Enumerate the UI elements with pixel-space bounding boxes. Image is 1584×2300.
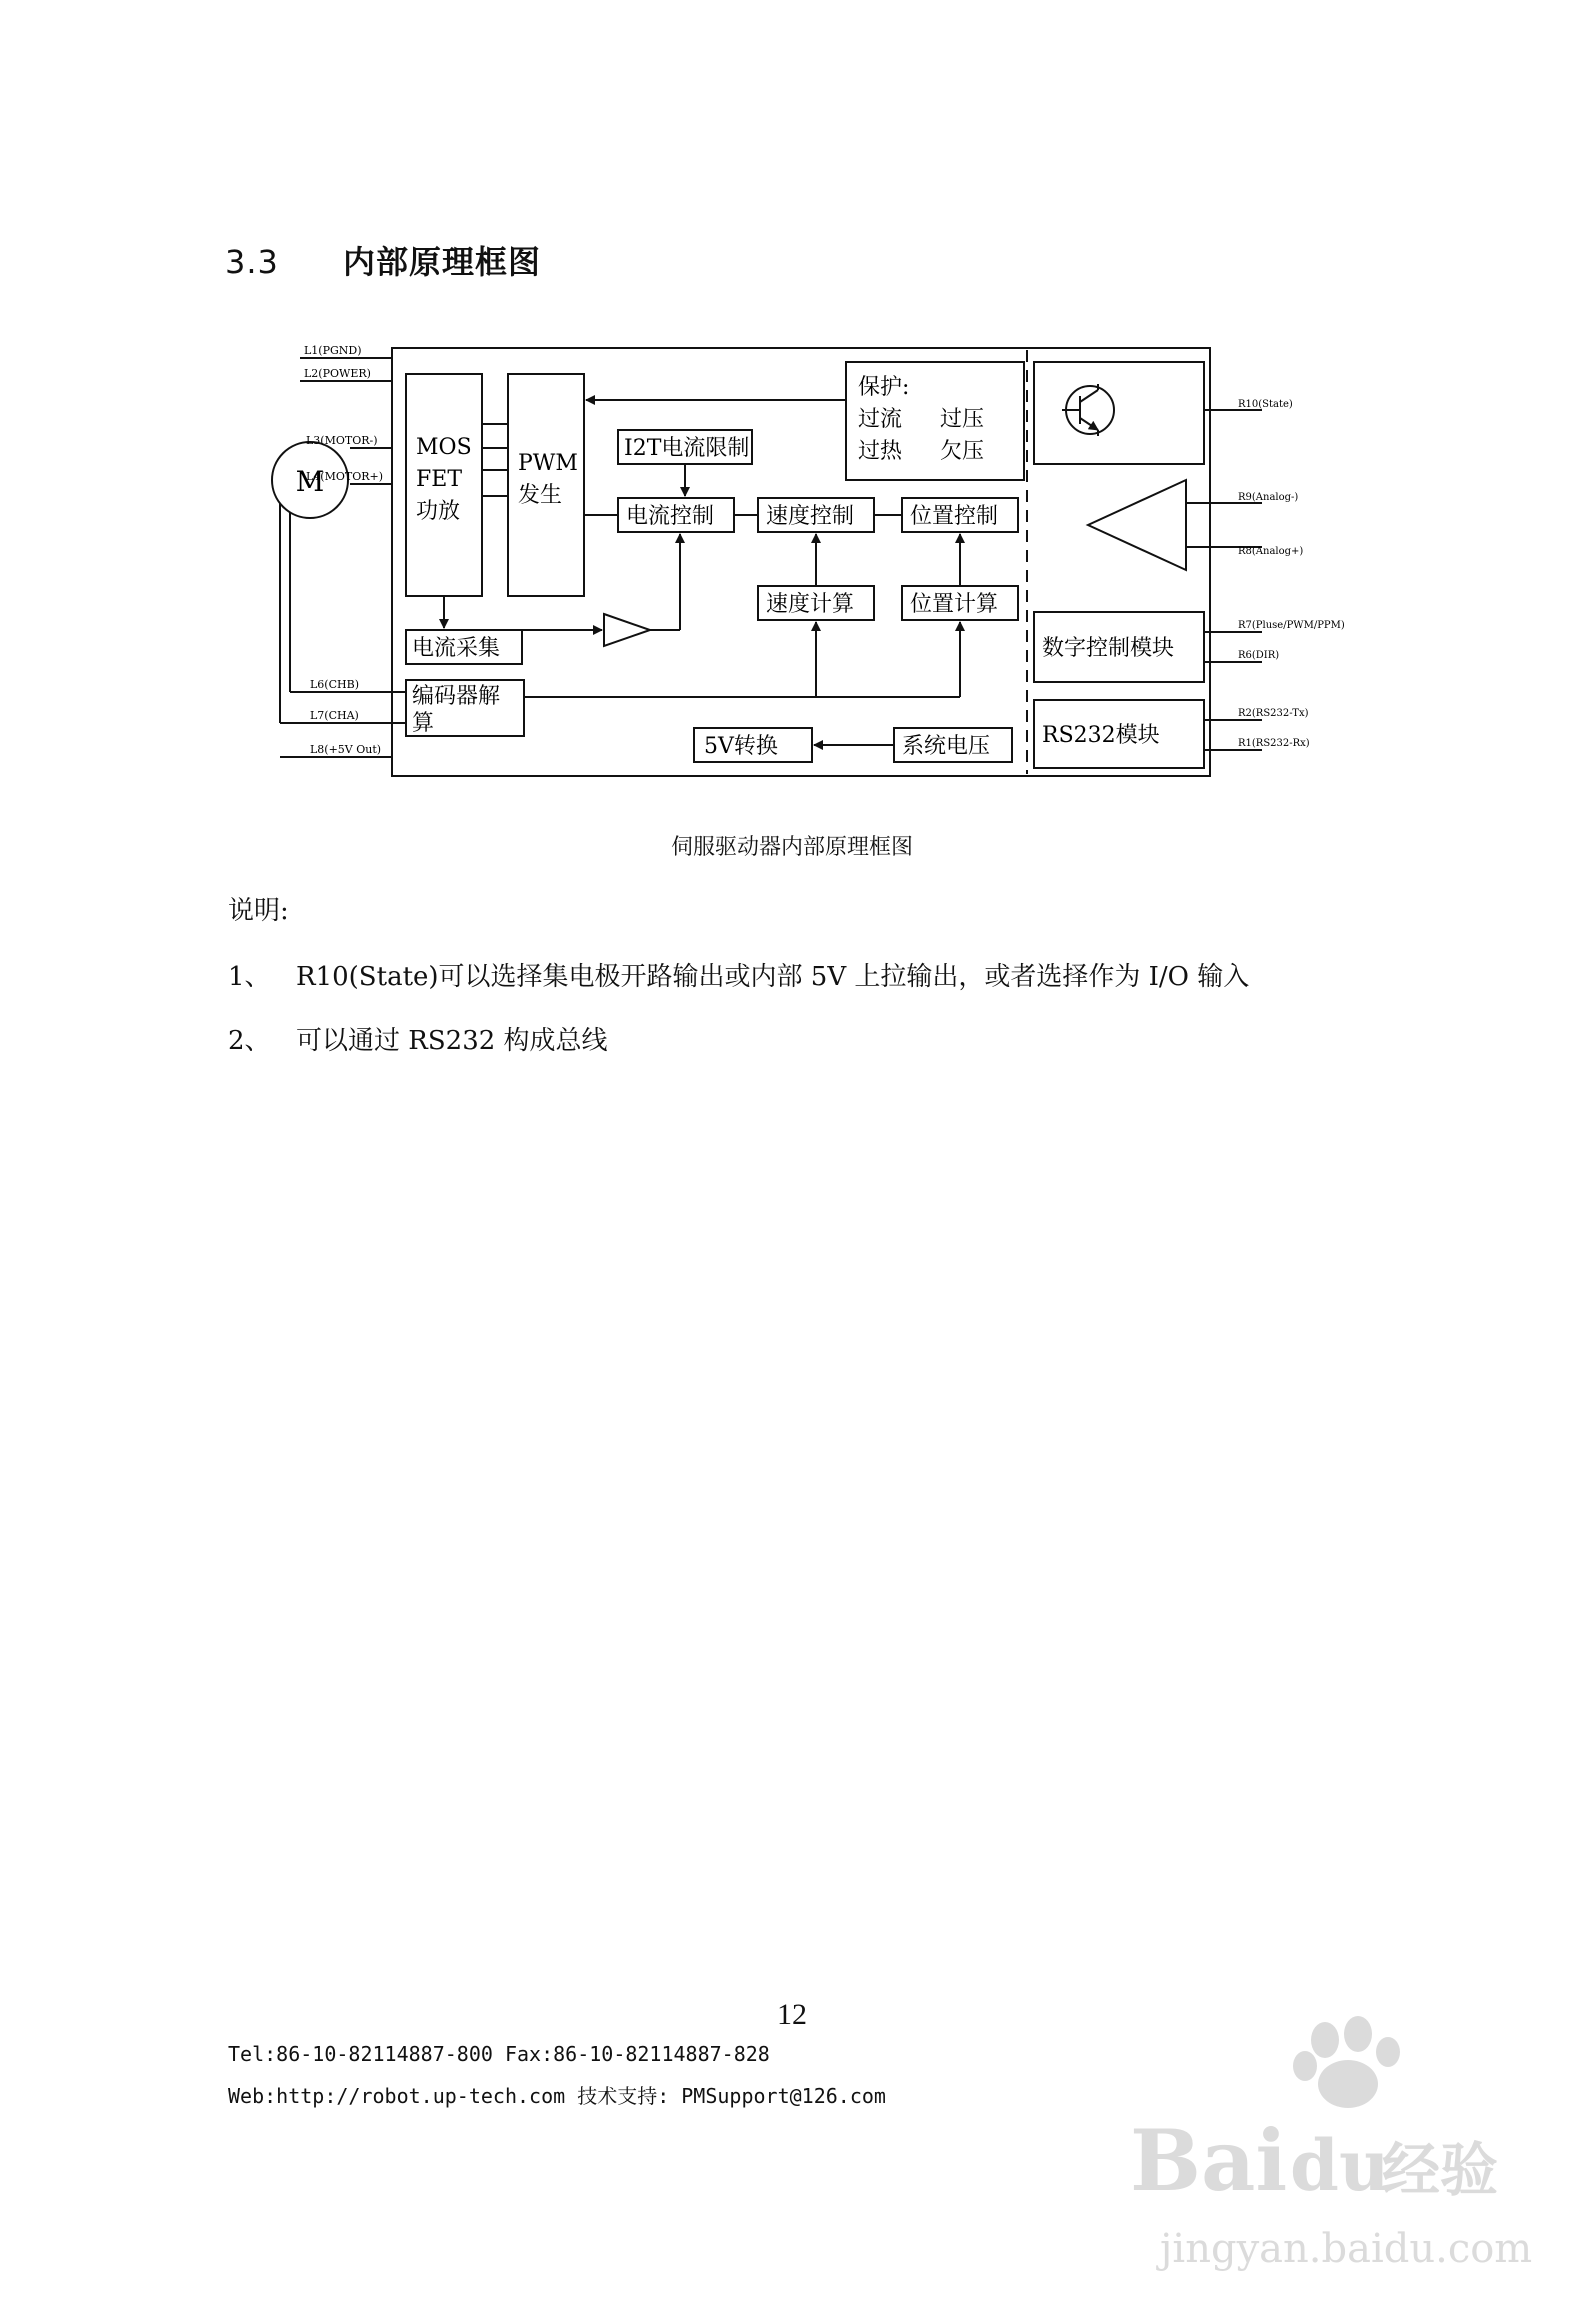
mosfet-label-2: FET bbox=[416, 467, 462, 492]
v5-convert-label: 5V转换 bbox=[704, 734, 778, 759]
pin-l2: L2(POWER) bbox=[304, 367, 371, 380]
system-voltage-label: 系统电压 bbox=[902, 734, 991, 759]
note-1 bbox=[228, 956, 1249, 993]
encoder-label-1: 编码器解 bbox=[412, 684, 501, 709]
rs232-module-label: RS232模块 bbox=[1042, 723, 1160, 748]
i2t-label: I2T电流限制 bbox=[624, 436, 750, 461]
position-calc-label: 位置计算 bbox=[910, 592, 999, 617]
pwm-label-2: 发生 bbox=[518, 483, 563, 508]
pin-r7: R7(Pluse/PWM/PPM) bbox=[1238, 620, 1345, 631]
baidu-watermark bbox=[1120, 2000, 1533, 2290]
speed-control-label: 速度控制 bbox=[766, 504, 855, 529]
protect-undervoltage: 欠压 bbox=[940, 439, 985, 464]
footer-contact: Tel:86-10-82114887-800 Fax:86-10-82114887-828 bbox=[228, 2042, 770, 2066]
protect-overheat: 过热 bbox=[858, 439, 903, 464]
watermark-brand: Bai bbox=[1130, 2111, 1288, 2210]
watermark-suffix: du bbox=[1290, 2124, 1390, 2207]
watermark-cn: 经验 bbox=[1382, 2136, 1499, 2204]
page-number: 12 bbox=[777, 1998, 807, 2031]
section-heading bbox=[225, 237, 541, 283]
pin-l7: L7(CHA) bbox=[310, 709, 359, 722]
current-sample-label: 电流采集 bbox=[412, 636, 501, 661]
note-2-text: 可以通过 RS232 构成总线 bbox=[296, 1026, 608, 1056]
section-number: 3.3 bbox=[225, 243, 279, 281]
mosfet-label-1: MOS bbox=[416, 435, 472, 460]
section-title: 内部原理框图 bbox=[343, 243, 542, 281]
pin-l3: L3(MOTOR-) bbox=[306, 434, 378, 447]
pin-l4: L4(MOTOR+) bbox=[306, 470, 384, 483]
pin-r8: R8(Analog+) bbox=[1238, 546, 1304, 557]
motor-label: M bbox=[295, 465, 325, 498]
note-1-text: R10(State)可以选择集电极开路输出或内部 5V 上拉输出，或者选择作为 I/O 输入 bbox=[296, 962, 1250, 992]
note-1-index: 1、 bbox=[228, 962, 271, 992]
protect-title: 保护: bbox=[858, 375, 910, 400]
protect-overcurrent: 过流 bbox=[858, 407, 903, 432]
footer-web: Web:http://robot.up-tech.com 技术支持: PMSupport@126.com bbox=[228, 2084, 886, 2108]
pin-l8: L8(+5V Out) bbox=[310, 743, 382, 756]
pin-r9: R9(Analog-) bbox=[1238, 492, 1299, 503]
pwm-label-1: PWM bbox=[518, 451, 578, 476]
mosfet-label-3: 功放 bbox=[416, 499, 461, 524]
position-control-label: 位置控制 bbox=[910, 504, 999, 529]
notes-title: 说明: bbox=[228, 896, 289, 926]
pin-l6: L6(CHB) bbox=[310, 678, 359, 691]
pin-l1: L1(PGND) bbox=[304, 344, 362, 357]
block-diagram bbox=[280, 340, 1345, 810]
pin-r2: R2(RS232-Tx) bbox=[1238, 708, 1309, 719]
note-2-index: 2、 bbox=[228, 1026, 271, 1056]
current-control-label: 电流控制 bbox=[626, 504, 715, 529]
speed-calc-label: 速度计算 bbox=[766, 592, 855, 617]
watermark-url: jingyan.baidu.com bbox=[1160, 2226, 1533, 2272]
protect-overvoltage: 过压 bbox=[940, 407, 985, 432]
pin-r10: R10(State) bbox=[1238, 399, 1293, 410]
note-2 bbox=[228, 1020, 608, 1057]
pin-r1: R1(RS232-Rx) bbox=[1238, 738, 1310, 749]
digital-module-label: 数字控制模块 bbox=[1042, 636, 1175, 661]
pin-r6: R6(DIR) bbox=[1238, 650, 1280, 661]
encoder-label-2: 算 bbox=[412, 711, 435, 736]
figure-caption: 伺服驱动器内部原理框图 bbox=[670, 835, 913, 860]
